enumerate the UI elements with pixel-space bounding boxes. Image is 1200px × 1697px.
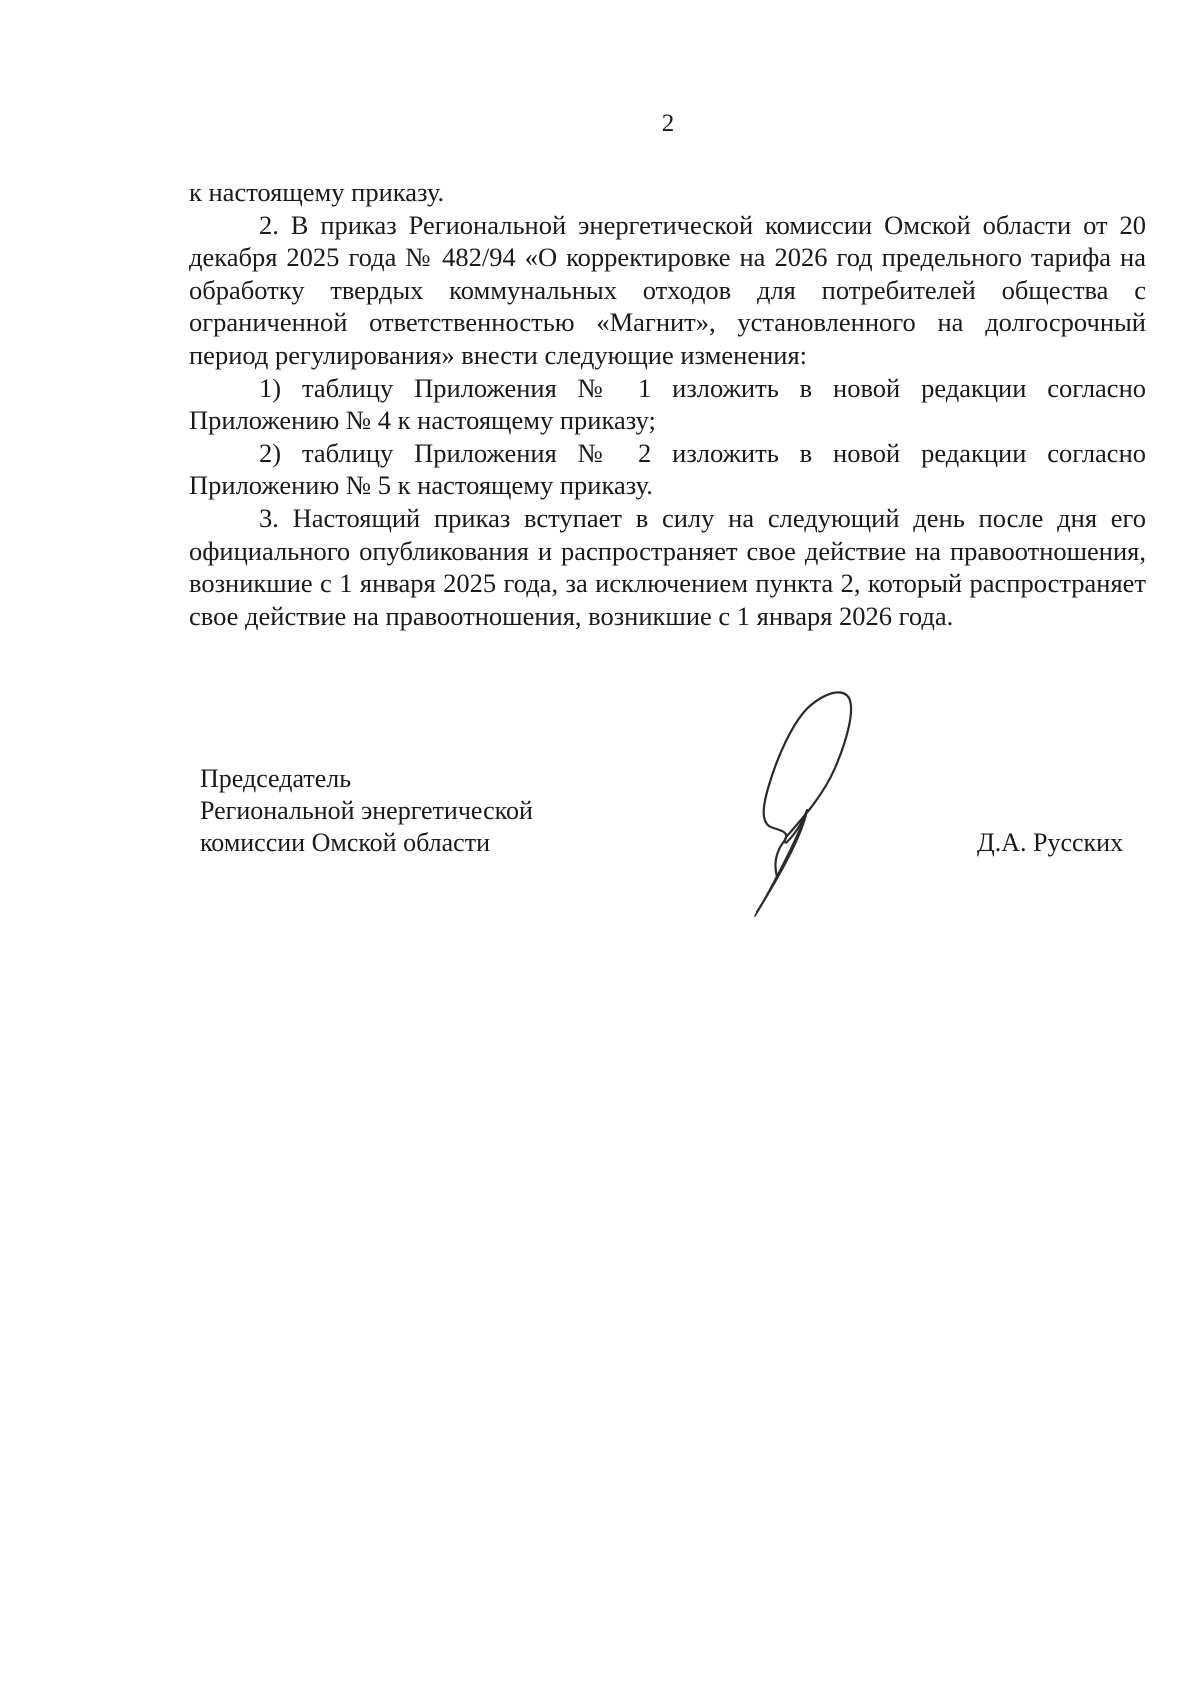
paragraph-item-3: 3. Настоящий приказ вступает в силу на следующий день после дня его официального опубликования и распространяет свое действие на правоотношения, возникшие с 1 января 2025 года, за исключением пункта 2, который распространяет свое действие на правоотношения, возникшие с 1 января 2026 года. bbox=[189, 502, 1146, 631]
signatory-title-line: Региональной энергетической bbox=[200, 796, 533, 825]
signatory-title-line: Председатель bbox=[200, 764, 352, 793]
paragraph-subitem-1: 1) таблицу Приложения № 1 изложить в новой редакции согласно Приложению № 4 к настоящему приказу; bbox=[189, 372, 1146, 436]
paragraph-subitem-2: 2) таблицу Приложения № 2 изложить в новой редакции согласно Приложению № 5 к настоящему приказу. bbox=[189, 437, 1146, 501]
page-number: 2 bbox=[661, 110, 675, 137]
signatory-title bbox=[200, 763, 533, 859]
document-body bbox=[189, 176, 1146, 632]
paragraph-item-2: 2. В приказ Региональной энергетической комиссии Омской области от 20 декабря 2025 года № 482/94 «О корректировке на 2026 год предельного тарифа на обработку твердых коммунальных отходов для потребителей общества с ограниченной ответственностью «Магнит», установленного на долгосрочный период регулирования» внести следующие изменения: bbox=[189, 209, 1146, 370]
paragraph-continuation: к настоящему приказу. bbox=[189, 177, 445, 207]
signatory-title-line: комиссии Омской области bbox=[200, 828, 490, 857]
signatory-name: Д.А. Русских bbox=[977, 828, 1124, 857]
handwritten-signature bbox=[735, 680, 875, 920]
